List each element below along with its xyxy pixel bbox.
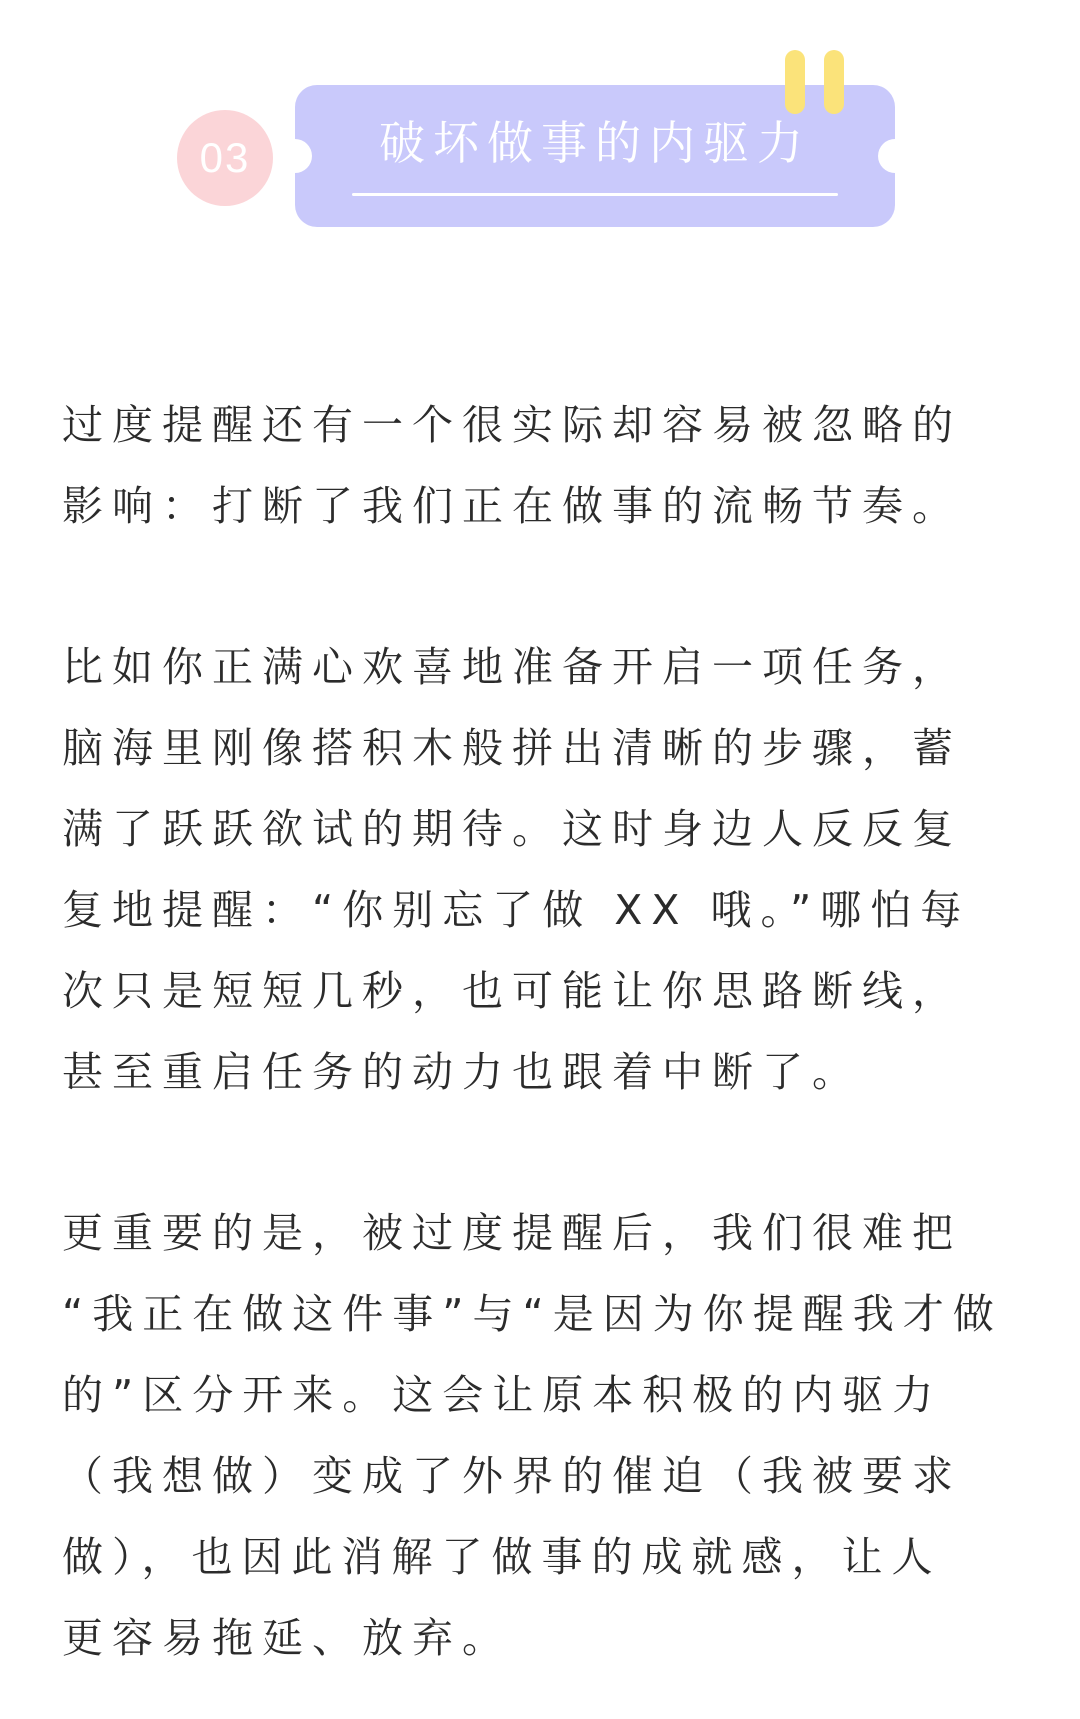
- text-line: 比如你正满心欢喜地准备开启一项任务，: [62, 643, 962, 691]
- text-line: 的”区分开来。这会让原本积极的内驱力: [62, 1371, 943, 1419]
- text-line: 复地提醒：“你别忘了做 XX 哦。”哪怕每: [62, 886, 971, 934]
- paragraph-1: [62, 385, 1022, 547]
- text-line: （我想做）变成了外界的催迫（我被要求: [62, 1452, 962, 1500]
- text-line: 满了跃跃欲试的期待。这时身边人反反复: [62, 805, 962, 853]
- article-body: [62, 385, 1022, 1679]
- text-line: 做），也因此消解了做事的成就感，让人: [62, 1533, 942, 1581]
- text-line: 更重要的是，被过度提醒后，我们很难把: [62, 1209, 962, 1257]
- paragraph-2: [62, 627, 1022, 1113]
- text-line: 过度提醒还有一个很实际却容易被忽略的: [62, 401, 962, 449]
- section-header: [0, 0, 1080, 260]
- text-line: 次只是短短几秒，也可能让你思路断线，: [62, 967, 962, 1015]
- text-line: “我正在做这件事”与“是因为你提醒我才做: [62, 1290, 1003, 1338]
- text-line: 影响：打断了我们正在做事的流畅节奏。: [62, 482, 962, 530]
- section-title-ticket: [295, 85, 895, 227]
- text-line: 更容易拖延、放弃。: [62, 1614, 512, 1662]
- text-line: 甚至重启任务的动力也跟着中断了。: [62, 1048, 862, 1096]
- paragraph-3: [62, 1193, 1022, 1679]
- text-line: 脑海里刚像搭积木般拼出清晰的步骤，蓄: [62, 724, 962, 772]
- decorative-pin: [785, 50, 805, 114]
- title-underline: [352, 193, 838, 196]
- section-number-badge: 03: [177, 110, 273, 206]
- decorative-pin: [824, 50, 844, 114]
- section-title: 破坏做事的内驱力: [379, 116, 811, 170]
